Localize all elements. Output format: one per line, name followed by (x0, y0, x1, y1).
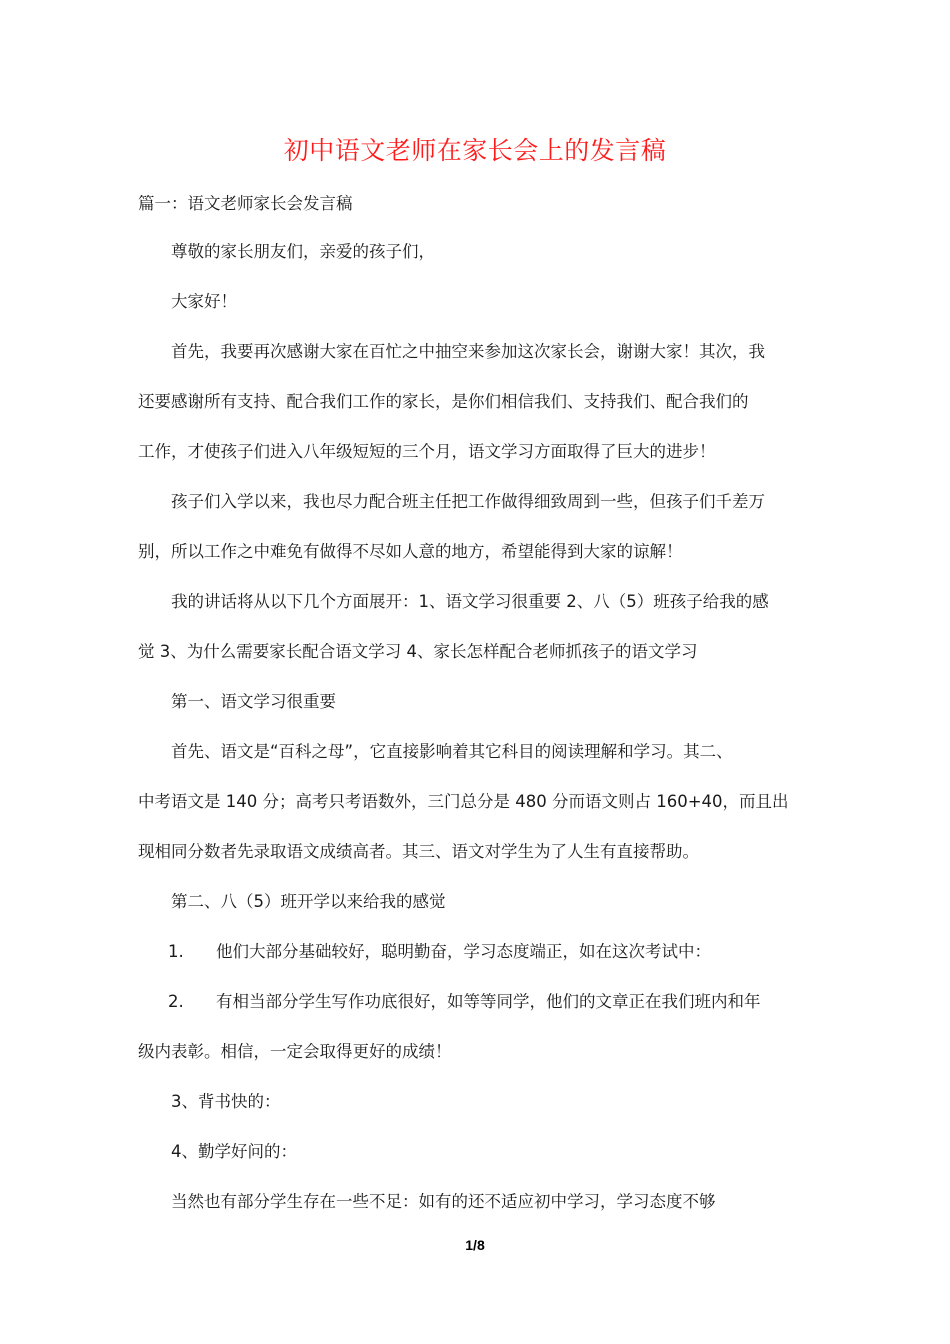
paragraph (138, 877, 828, 927)
paragraph-line: 大家好！ (171, 292, 237, 311)
paragraph (138, 227, 828, 277)
paragraph-line: 当然也有部分学生存在一些不足：如有的还不适应初中学习，学习态度不够 (171, 1192, 716, 1211)
numbered-item (138, 927, 828, 977)
paragraph-line: 3、背书快的： (171, 1092, 281, 1111)
numbered-item (138, 977, 828, 1077)
paragraph (138, 327, 828, 477)
document-title: 初中语文老师在家长会上的发言稿 (283, 136, 667, 165)
item-number: 1. (168, 942, 184, 961)
item-number: 2. (168, 992, 184, 1011)
paragraph-line: 还要感谢所有支持、配合我们工作的家长，是你们相信我们、支持我们、配合我们的 (138, 392, 749, 411)
paragraph-line: 中考语文是 140 分；高考只考语数外，三门总分是 480 分而语文则占 160+40，而且出 (138, 792, 789, 811)
paragraph-line: 第二、八（5）班开学以来给我的感觉 (171, 892, 446, 911)
paragraph-line: 觉 3、为什么需要家长配合语文学习 4、家长怎样配合老师抓孩子的语文学习 (138, 642, 698, 661)
item-text: 他们大部分基础较好，聪明勤奋，学习态度端正，如在这次考试中： (216, 942, 711, 961)
paragraph-line: 现相同分数者先录取语文成绩高者。其三、语文对学生为了人生有直接帮助。 (138, 842, 699, 861)
paragraph (138, 1127, 828, 1177)
paragraph (138, 277, 828, 327)
paragraph-line: 首先，我要再次感谢大家在百忙之中抽空来参加这次家长会，谢谢大家！其次，我 (171, 342, 765, 361)
paragraph-line: 我的讲话将从以下几个方面展开：1、语文学习很重要 2、八（5）班孩子给我的感 (171, 592, 769, 611)
page-number: 1/8 (465, 1237, 485, 1253)
paragraph-line: 别，所以工作之中难免有做得不尽如人意的地方，希望能得到大家的谅解！ (138, 542, 683, 561)
paragraph-line: 第一、语文学习很重要 (171, 692, 336, 711)
paragraph (138, 677, 828, 727)
paragraph (138, 1077, 828, 1127)
paragraph (138, 577, 828, 677)
paragraph-line: 工作，才使孩子们进入八年级短短的三个月，语文学习方面取得了巨大的进步！ (138, 442, 716, 461)
section-heading: 篇一：语文老师家长会发言稿 (138, 194, 353, 213)
document-body (138, 227, 828, 1227)
paragraph-line: 尊敬的家长朋友们，亲爱的孩子们， (171, 242, 435, 261)
item-text-continued: 级内表彰。相信，一定会取得更好的成绩！ (138, 1042, 452, 1061)
paragraph (138, 1177, 828, 1227)
paragraph-line: 4、勤学好问的： (171, 1142, 297, 1161)
item-text: 有相当部分学生写作功底很好，如等等同学，他们的文章正在我们班内和年 (216, 992, 761, 1011)
paragraph (138, 477, 828, 577)
paragraph (138, 727, 828, 877)
paragraph-line: 首先、语文是“百科之母”，它直接影响着其它科目的阅读理解和学习。其二、 (171, 742, 733, 761)
paragraph-line: 孩子们入学以来，我也尽力配合班主任把工作做得细致周到一些，但孩子们千差万 (171, 492, 765, 511)
